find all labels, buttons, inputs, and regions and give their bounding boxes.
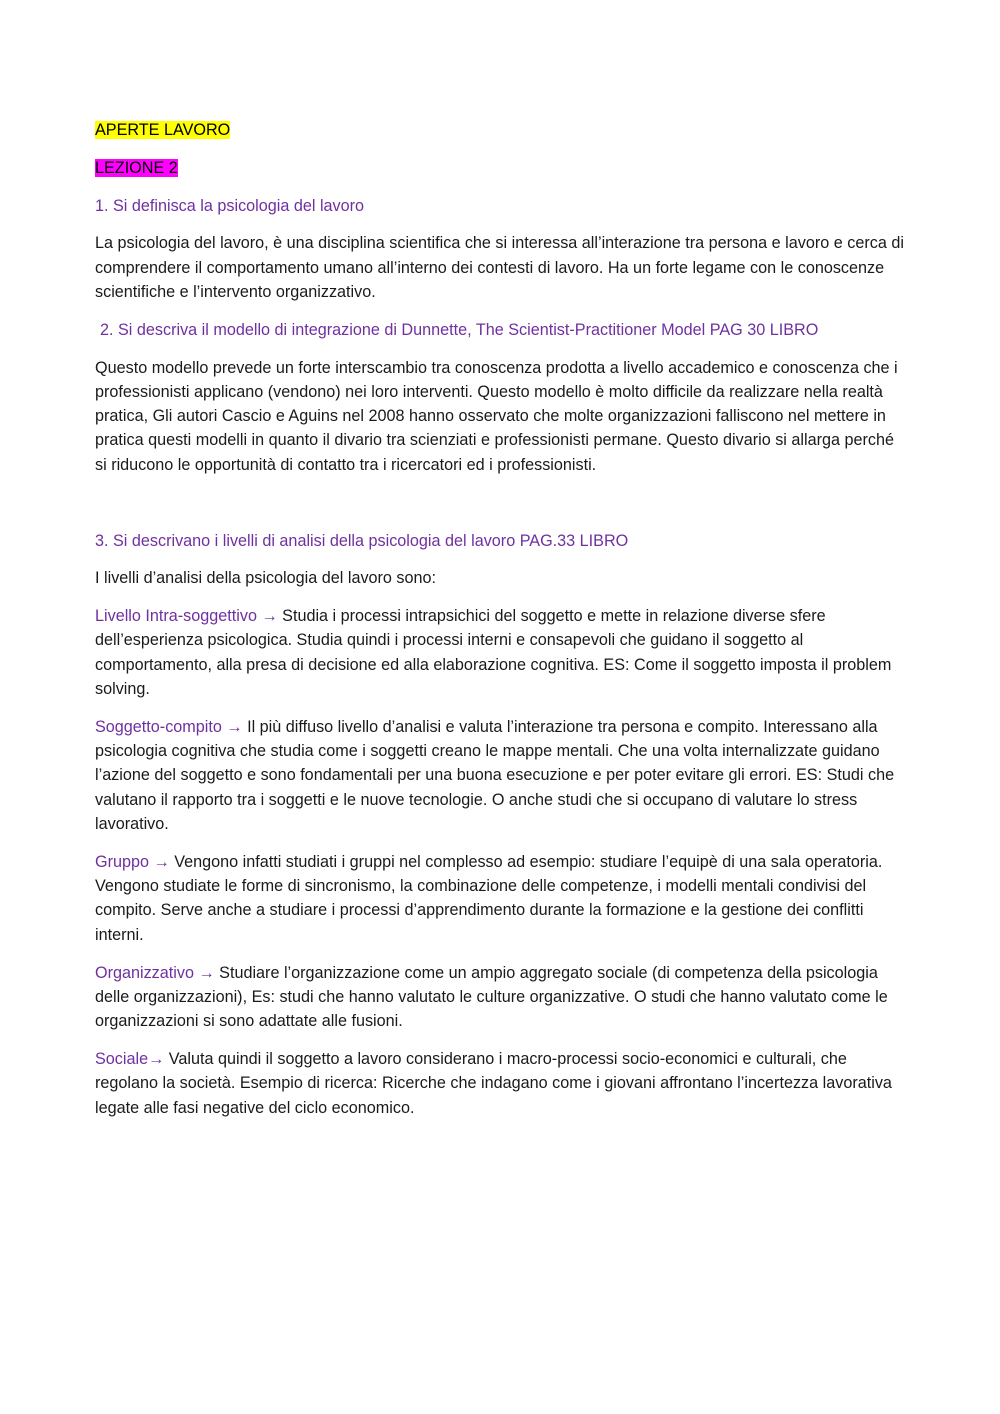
level-item <box>95 961 907 1034</box>
lesson-title-text: LEZIONE 2 <box>95 158 178 177</box>
level-description: Studiare l’organizzazione come un ampio aggregato sociale (di competenza della psicologia delle organizzazioni), Es: studi che hanno valutato le culture organizzative. O studi che hanno valutato come le organizzazioni si sono adattate alle fusioni. <box>95 963 888 1031</box>
level-description: Studia i processi intrapsichici del soggetto e mette in relazione diverse sfere dell’esperienza psicologica. Studia quindi i processi interni e consapevoli che guidano il soggetto al comportamento, alla presa di decisione ed alla elaborazione cognitiva. ES: Come il soggetto imposta il problem solving. <box>95 607 892 699</box>
lesson-title <box>95 156 907 180</box>
course-title-text: APERTE LAVORO <box>95 121 231 139</box>
level-item <box>95 1047 907 1120</box>
blank-line <box>95 491 907 529</box>
level-term: Sociale <box>95 1049 149 1068</box>
arrow-right-icon: → <box>148 1049 165 1068</box>
question-3: 3. Si descrivano i livelli di analisi della psicologia del lavoro PAG.33 LIBRO <box>95 531 629 550</box>
answer-3-intro: I livelli d’analisi della psicologia del lavoro sono: <box>95 569 437 588</box>
course-title <box>95 118 907 142</box>
arrow-right-icon: → <box>261 607 278 626</box>
level-term: Soggetto-compito <box>95 717 222 736</box>
question-2: 2. Si descriva il modello di integrazione di Dunnette, The Scientist-Practitioner Model PAG 30 LIBRO <box>100 320 819 339</box>
level-item <box>95 715 907 836</box>
arrow-right-icon: → <box>226 717 243 736</box>
level-term: Livello Intra-soggettivo <box>95 607 257 626</box>
level-term: Gruppo <box>95 852 149 871</box>
document-page <box>95 118 907 1133</box>
level-item <box>95 604 907 701</box>
level-description: Vengono infatti studiati i gruppi nel complesso ad esempio: studiare l’equipè di una sala operatoria. Vengono studiate le forme di sincronismo, la combinazione delle competenze, i modelli mentali condivisi del compito. Serve anche a studiare i processi d’apprendimento durante la formazione e la gestione dei conflitti interni. <box>95 852 883 944</box>
arrow-right-icon: → <box>153 852 170 871</box>
level-item <box>95 850 907 947</box>
level-description: Il più diffuso livello d’analisi e valuta l’interazione tra persona e compito. Interessano alla psicologia cognitiva che studia come i soggetti creano le mappe mentali. Che una volta internalizzate guidano l’azione del soggetto e sono fondamentali per una buona esecuzione e per poter evitare gli errori. ES: Studi che valutano il rapporto tra i soggetti e le nuove tecnologie. O anche studi che si occupano di valutare lo stress lavorativo. <box>95 717 895 834</box>
answer-1: La psicologia del lavoro, è una disciplina scientifica che si interessa all’interazione tra persona e lavoro e cerca di comprendere il comportamento umano all’interno dei contesti di lavoro. Ha un forte legame con le conoscenze scientifiche e l’intervento organizzativo. <box>95 234 904 301</box>
level-description: Valuta quindi il soggetto a lavoro considerano i macro-processi socio-economici e culturali, che regolano la società. Esempio di ricerca: Ricerche che indagano come i giovani affrontano l’incertezza lavorativa legate alle fasi negative del ciclo economico. <box>95 1049 892 1117</box>
question-1: 1. Si definisca la psicologia del lavoro <box>95 196 365 215</box>
level-term: Organizzativo <box>95 963 194 982</box>
answer-2: Questo modello prevede un forte interscambio tra conoscenza prodotta a livello accademico e conoscenza che i professionisti applicano (vendono) nei loro interventi. Questo modello è molto difficile da realizzare nella realtà pratica, Gli autori Cascio e Aguins nel 2008 hanno osservato che molte organizzazioni falliscono nel mettere in pratica questi modelli in quanto il divario tra scienziati e professionisti permane. Questo divario si allarga perché si riducono le opportunità di contatto tra i ricercatori ed i professionisti. <box>95 358 898 474</box>
arrow-right-icon: → <box>198 963 215 982</box>
